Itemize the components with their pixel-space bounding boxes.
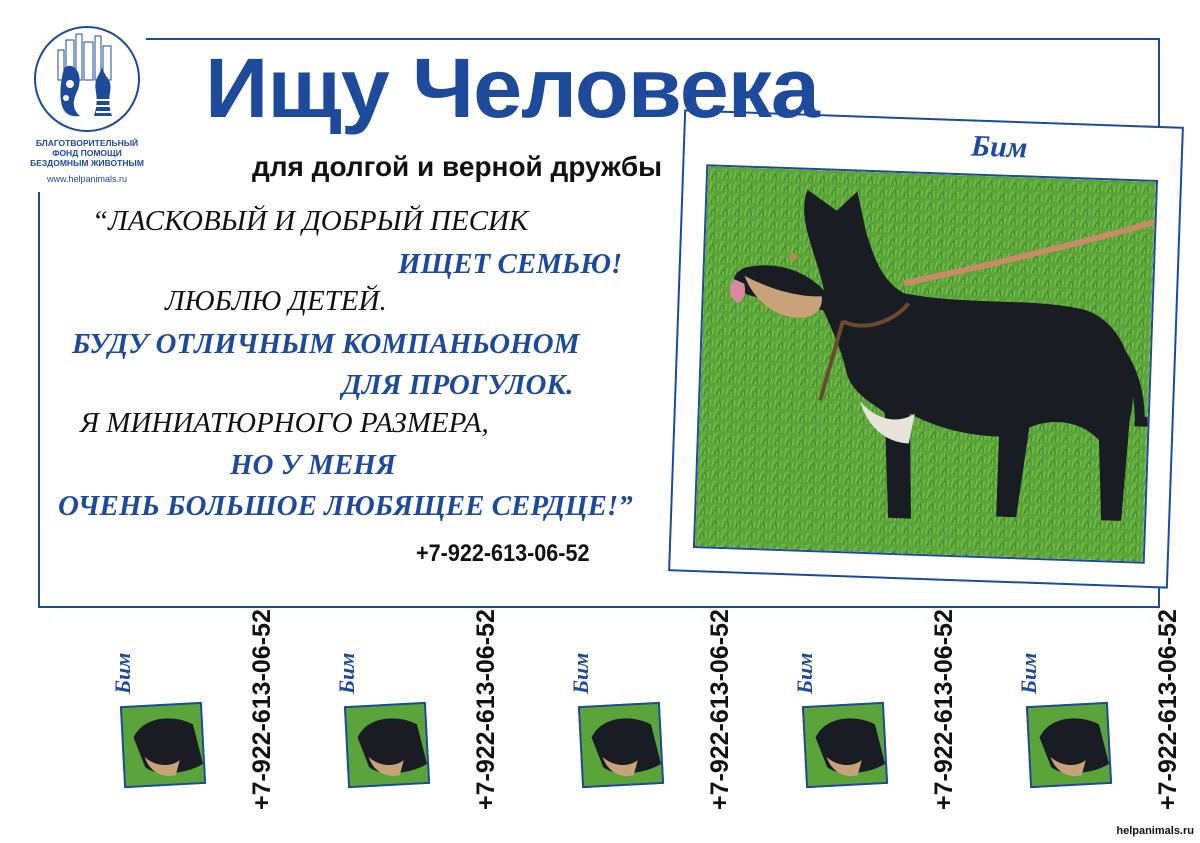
tab-phone-label-5: +7-922-613-06-52 <box>1154 609 1182 810</box>
logo-org-line-2: ФОНД ПОМОЩИ <box>52 148 122 158</box>
quote-line-8: ОЧЕНЬ БОЛЬШОЕ ЛЮБЯЩЕЕ СЕРДЦЕ!” <box>58 490 633 522</box>
tear-off-tab-5[interactable] <box>972 609 1182 820</box>
tab-dog-name-label-5: Бим <box>1016 652 1041 694</box>
poster-subtitle: для долгой и верной дружбы <box>252 151 663 182</box>
tear-off-tab-4[interactable] <box>748 609 958 820</box>
foundation-logo <box>28 22 146 192</box>
tab-dog-name-label-1: Бим <box>110 652 135 694</box>
contact-phone: +7-922-613-06-52 <box>416 540 590 567</box>
tab-dog-photo-4 <box>802 702 888 788</box>
tab-dog-name-label-4: Бим <box>792 652 817 694</box>
quote-line-3: ЛЮБЛЮ ДЕТЕЙ. <box>165 285 387 317</box>
tab-dog-photo-3 <box>578 702 664 788</box>
tab-dog-name-label-2: Бим <box>334 652 359 694</box>
quote-line-5: ДЛЯ ПРОГУЛОК. <box>342 369 574 401</box>
quote-line-2: ИЩЕТ СЕМЬЮ! <box>398 248 623 280</box>
logo-emblem-icon <box>34 26 140 132</box>
tear-off-tab-3[interactable] <box>524 609 734 820</box>
footer-url: helpanimals.ru <box>1116 825 1194 837</box>
tab-dog-name-4 <box>768 640 828 700</box>
dog-photo-card <box>668 109 1184 588</box>
tab-phone-label-4: +7-922-613-06-52 <box>930 609 958 810</box>
quote-line-7: НО У МЕНЯ <box>230 449 396 481</box>
tab-dog-name-3 <box>544 640 604 700</box>
tab-dog-photo-1 <box>120 702 206 788</box>
dog-name-label: Бим <box>970 129 1028 165</box>
quote-line-1: “ЛАСКОВЫЙ И ДОБРЫЙ ПЕСИК <box>92 205 529 237</box>
tab-phone-label-3: +7-922-613-06-52 <box>706 609 734 810</box>
tab-phone-label-1: +7-922-613-06-52 <box>248 609 276 810</box>
tab-phone-label-2: +7-922-613-06-52 <box>472 609 500 810</box>
tab-dog-name-5 <box>992 640 1052 700</box>
tab-dog-name-2 <box>310 640 370 700</box>
tab-dog-name-1 <box>86 640 146 700</box>
tab-dog-photo-5 <box>1026 702 1112 788</box>
logo-org-name <box>22 138 152 168</box>
tab-dog-photo-2 <box>344 702 430 788</box>
tear-off-tab-2[interactable] <box>290 609 500 820</box>
dog-photo <box>693 164 1158 564</box>
poster-title: Ищу Человека <box>205 41 819 135</box>
logo-org-line-1: БЛАГОТВОРИТЕЛЬНЫЙ <box>35 138 139 148</box>
logo-url: www.helpanimals.ru <box>46 174 128 184</box>
tear-off-tab-1[interactable] <box>66 609 276 820</box>
quote-line-6: Я МИНИАТЮРНОГО РАЗМЕРА, <box>80 407 489 439</box>
logo-org-line-3: БЕЗДОМНЫМ ЖИВОТНЫМ <box>30 158 144 168</box>
quote-line-4: БУДУ ОТЛИЧНЫМ КОМПАНЬОНОМ <box>72 328 580 360</box>
tab-dog-name-label-3: Бим <box>568 652 593 694</box>
